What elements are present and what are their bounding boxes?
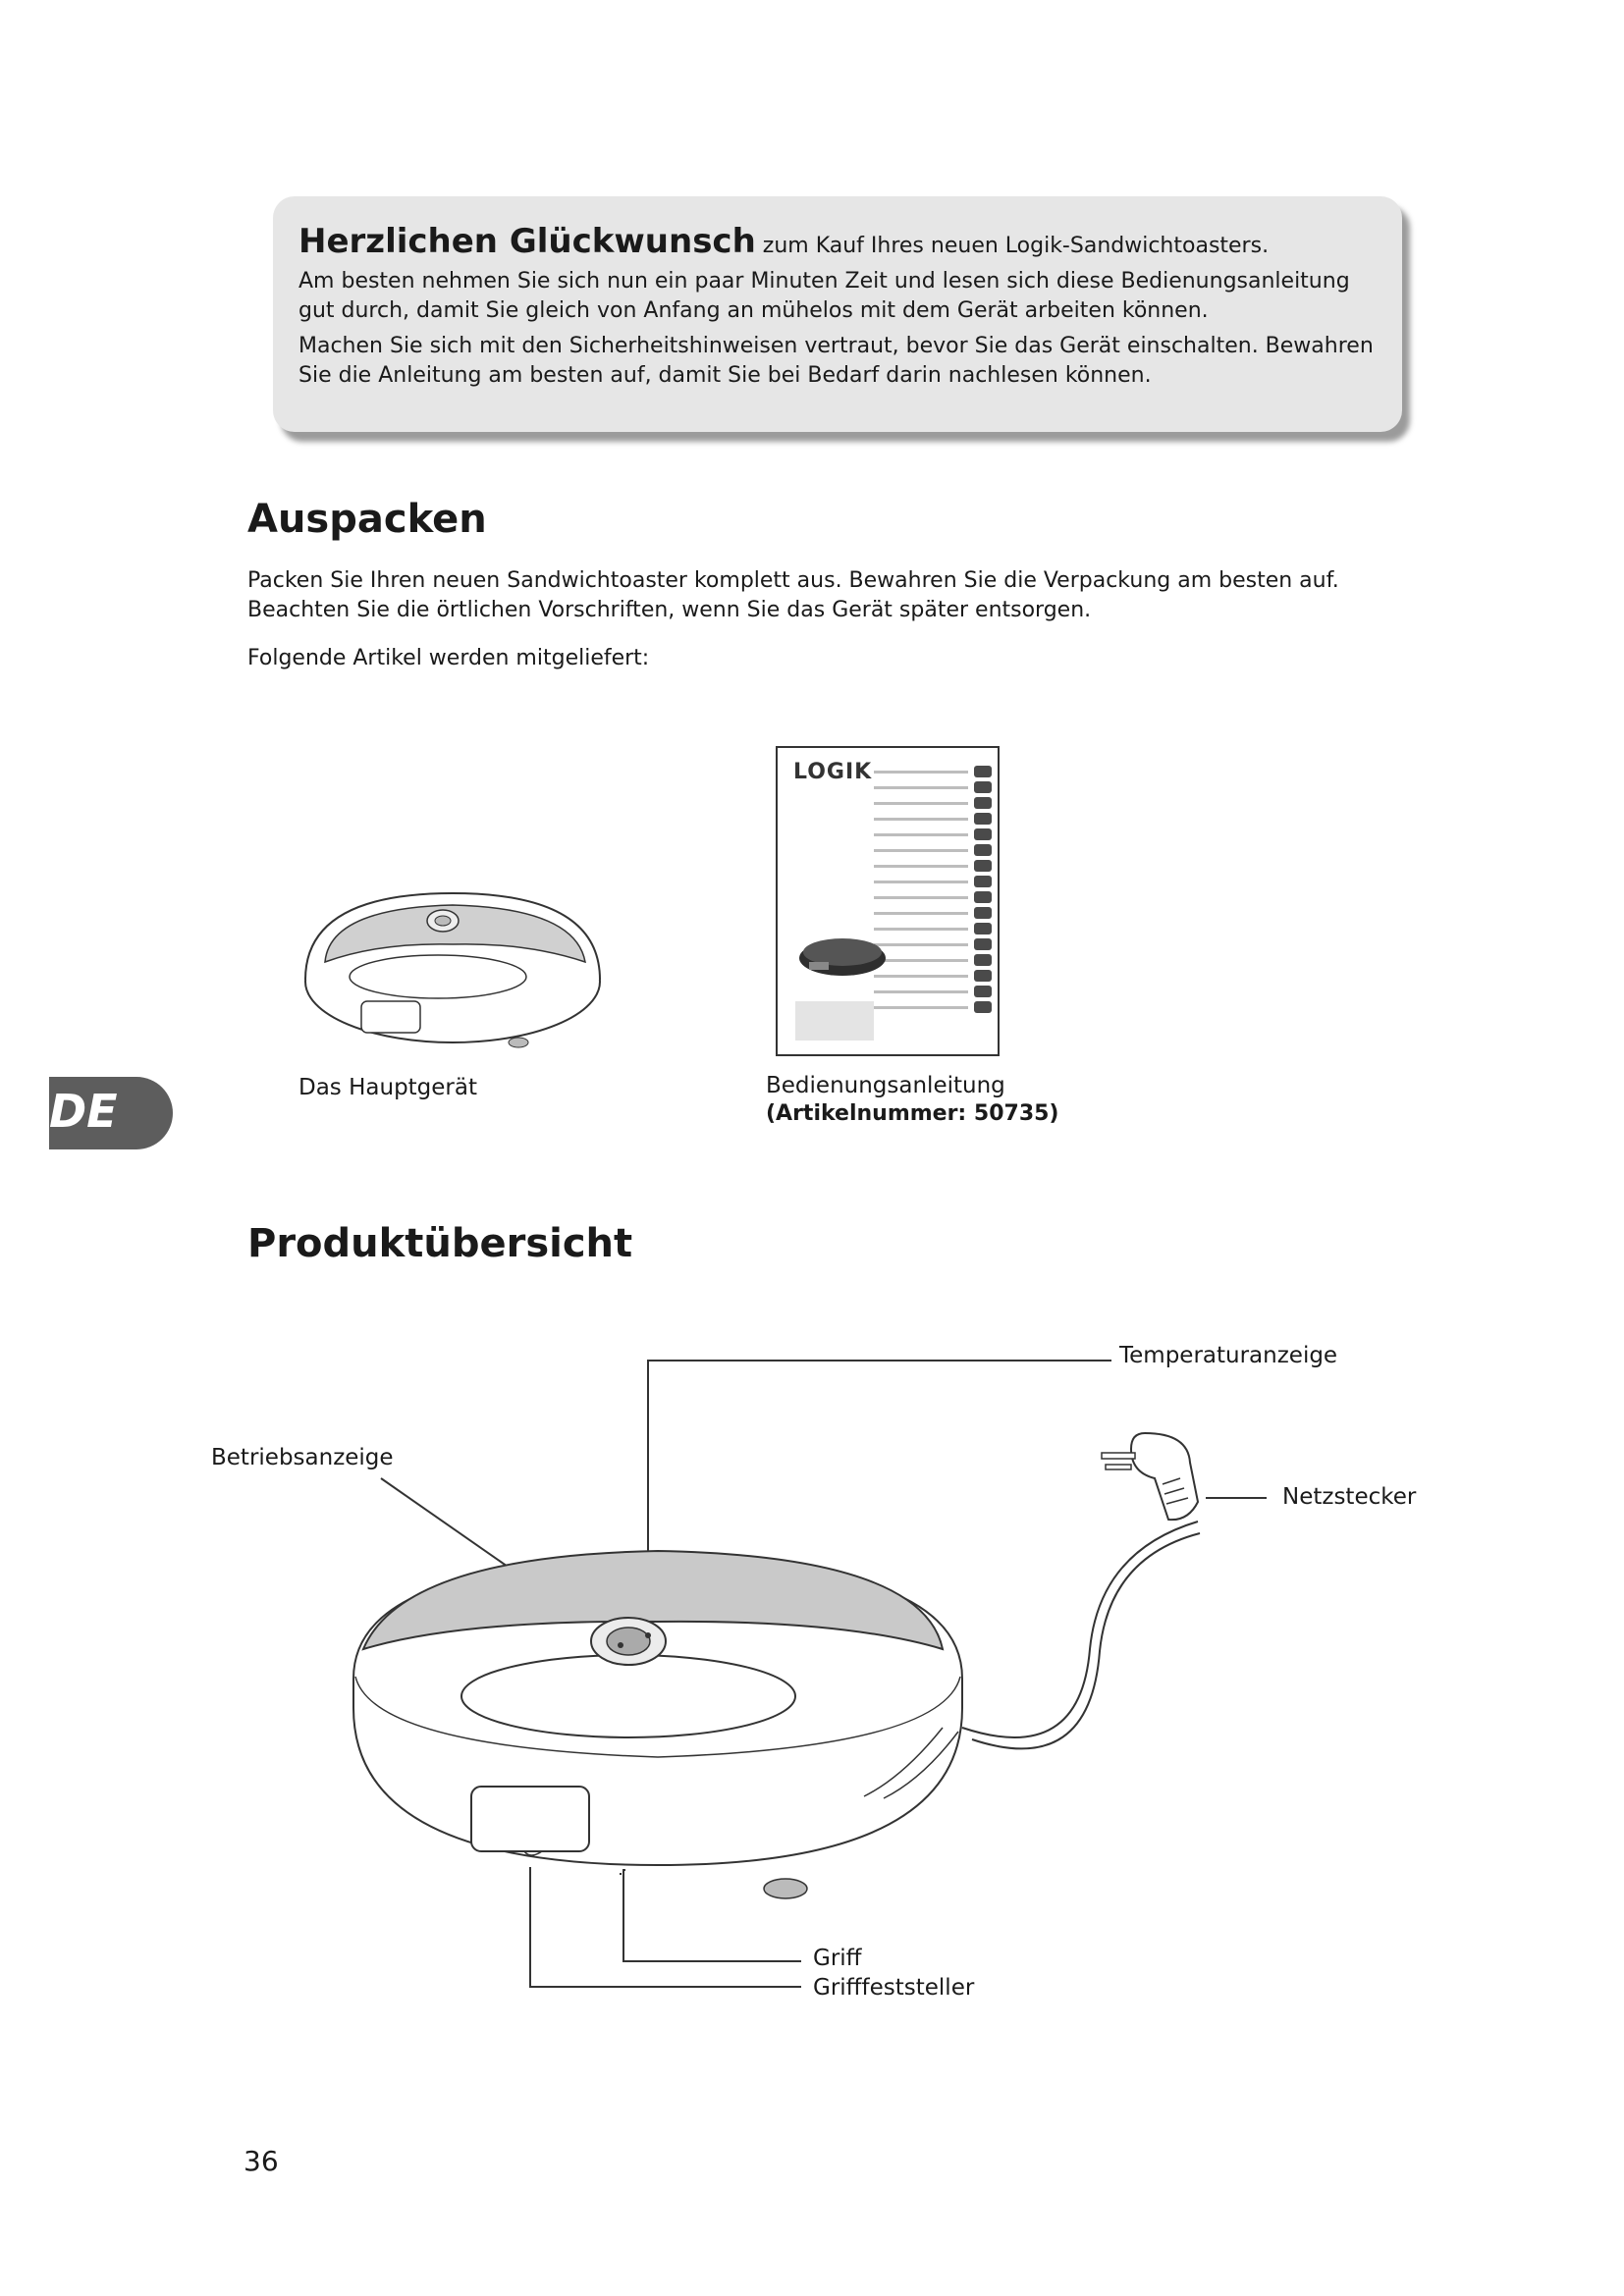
- manual-language-row: [874, 860, 992, 872]
- intro-paragraph-2: Machen Sie sich mit den Sicherheitshinweisen vertraut, bevor Sie das Gerät einschalten. Bewahren Sie die Anleitung am besten auf, damit Sie bei Bedarf darin nachlesen können.: [298, 334, 1374, 388]
- handle-leader-line-b: [530, 1867, 801, 1987]
- language-tab-label: DE: [49, 1085, 118, 1138]
- manual-language-row: [874, 891, 992, 903]
- temperature-indicator-label: Temperaturanzeige: [1119, 1343, 1338, 1368]
- manual-language-row: [874, 781, 992, 793]
- manual-language-row: [874, 907, 992, 919]
- intro-title-rest: zum Kauf Ihres neuen Logik-Sandwichtoasters.: [755, 234, 1270, 258]
- manual-article-number: (Artikelnummer: 50735): [766, 1101, 1059, 1126]
- manual-language-row: [874, 923, 992, 934]
- unpack-heading: Auspacken: [247, 497, 487, 542]
- intro-box: [273, 196, 1402, 432]
- manual-language-row: [874, 970, 992, 982]
- power-cord: [962, 1522, 1198, 1737]
- handle-lock-label: Grifffeststeller: [813, 1975, 975, 2001]
- language-tab: [49, 1077, 173, 1149]
- power-plug: [1102, 1433, 1198, 1520]
- manual-language-row: [874, 828, 992, 840]
- main-unit-label: Das Hauptgerät: [298, 1075, 478, 1100]
- manual-label: Bedienungsanleitung: [766, 1073, 1005, 1098]
- included-items-intro: Folgende Artikel werden mitgeliefert:: [247, 646, 650, 670]
- page-number: 36: [244, 2145, 279, 2177]
- toaster-handle: [471, 1787, 589, 1851]
- manual-language-row: [874, 1001, 992, 1013]
- manual-illustration: [776, 746, 1000, 1056]
- manual-logo: LOGIK: [793, 760, 873, 784]
- unpack-paragraph: Packen Sie Ihren neuen Sandwichtoaster komplett aus. Bewahren Sie die Verpackung am besten auf. Beachten Sie die örtlichen Vorschriften, wenn Sie das Gerät später entsorgen.: [247, 568, 1339, 622]
- manual-toaster-photo: [793, 925, 892, 984]
- handle-label: Griff: [813, 1946, 862, 1971]
- plug-label: Netzstecker: [1282, 1484, 1417, 1510]
- intro-title: Herzlichen Glückwunsch: [298, 222, 756, 261]
- manual-language-row: [874, 844, 992, 856]
- intro-paragraph-1: Am besten nehmen Sie sich nun ein paar Minuten Zeit und lesen sich diese Bedienungsanleitung gut durch, damit Sie gleich von Anfang an mühelos mit dem Gerät arbeiten können.: [298, 269, 1350, 323]
- intro-heading: [298, 222, 1377, 261]
- manual-language-row: [874, 813, 992, 825]
- manual-language-row: [874, 954, 992, 966]
- main-unit-illustration: [291, 864, 624, 1060]
- manual-language-row: [874, 766, 992, 777]
- power-indicator-label: Betriebsanzeige: [211, 1445, 394, 1470]
- manual-language-row: [874, 797, 992, 809]
- manual-language-row: [874, 986, 992, 997]
- product-overview-diagram: [334, 1355, 1316, 2002]
- manual-language-row: [874, 938, 992, 950]
- toaster-foot: [764, 1879, 807, 1898]
- overview-heading: Produktübersicht: [247, 1221, 633, 1266]
- manual-graphic-block: [795, 1001, 874, 1041]
- manual-language-row: [874, 876, 992, 887]
- toaster-lid-window: [461, 1655, 795, 1737]
